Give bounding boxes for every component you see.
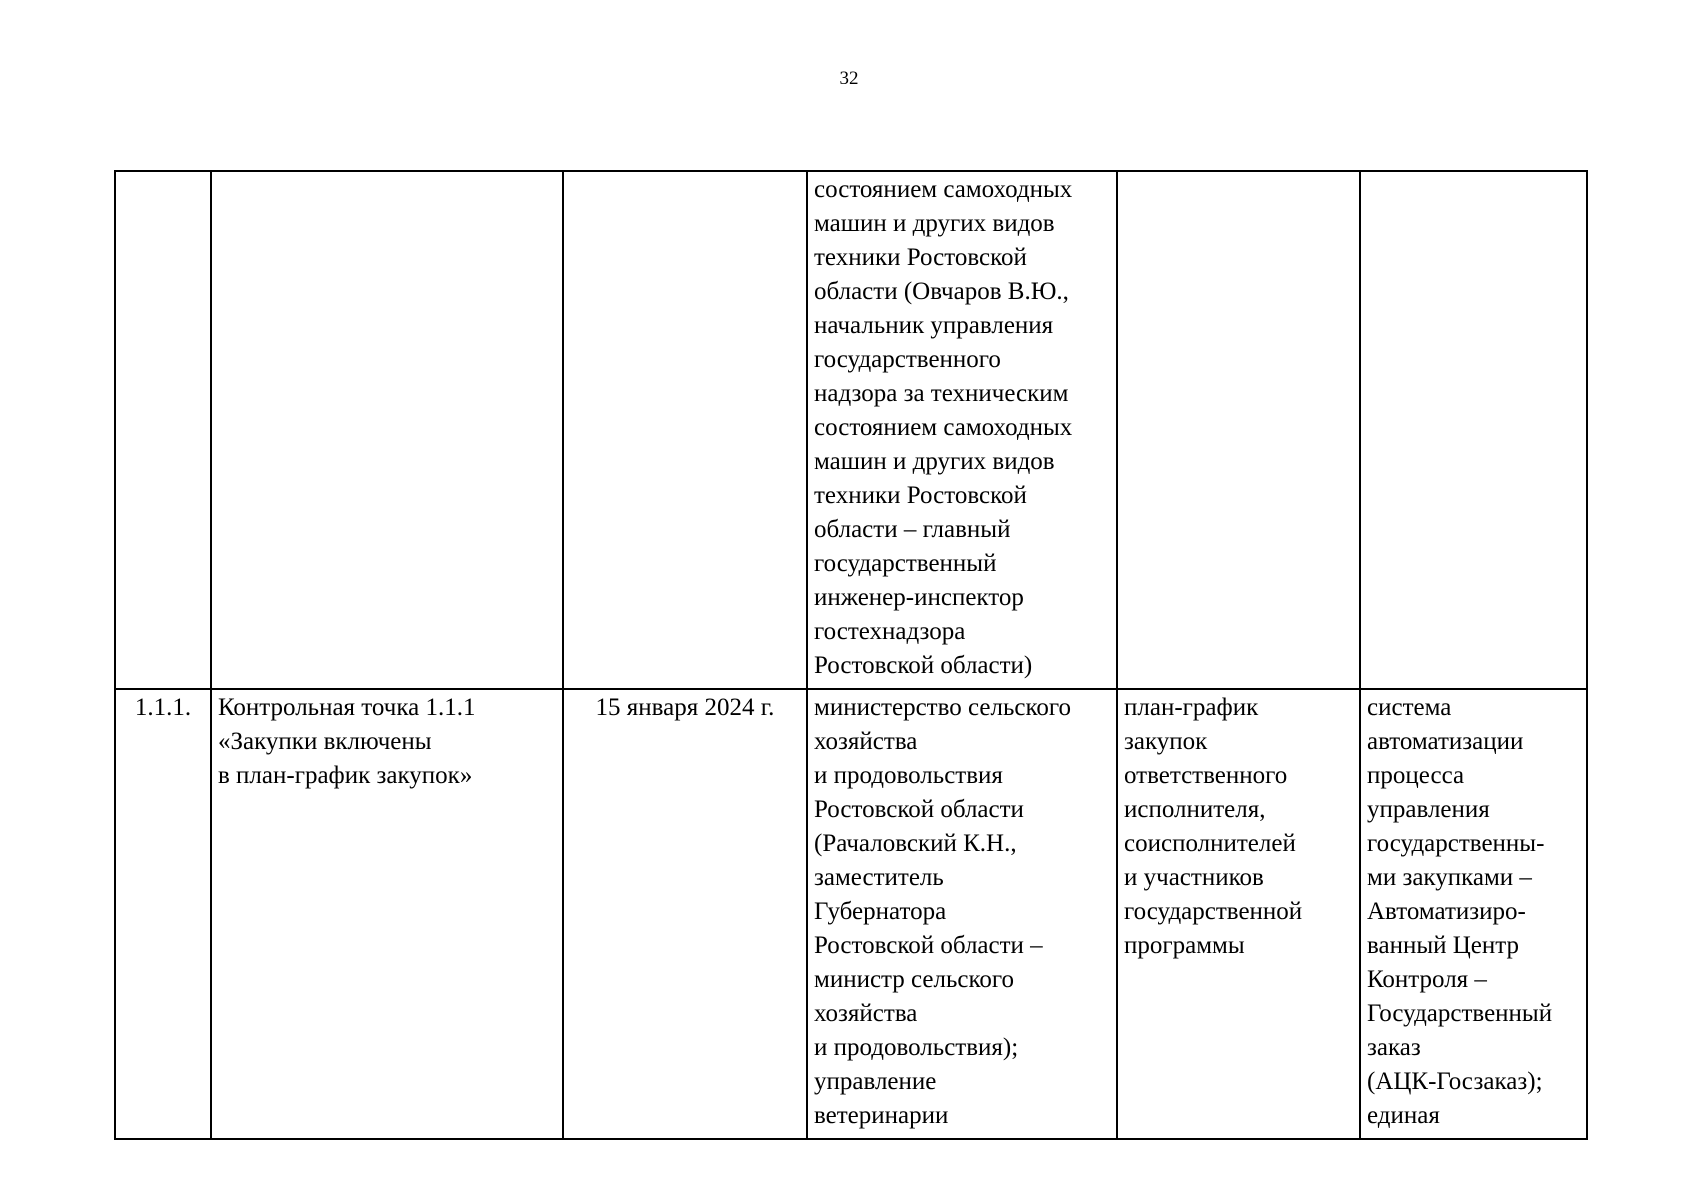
cell-text-line: «Закупки включены <box>218 728 432 755</box>
cell-text-line: (Рачаловский К.Н., <box>814 830 1017 857</box>
cell-text-line: (АЦК-Госзаказ); <box>1367 1068 1543 1095</box>
cell-text-line: ветеринарии <box>814 1102 949 1129</box>
cell-text-line: Автоматизиро- <box>1367 898 1526 925</box>
cell-text-line: ответственного <box>1124 762 1288 789</box>
cell-text-line: Контрольная точка 1.1.1 <box>218 694 476 721</box>
cell-text-line: Ростовской области) <box>814 652 1033 679</box>
cell-text-line: начальник управления <box>814 312 1054 339</box>
plan-table <box>114 170 1588 1140</box>
cell-title <box>211 689 563 1139</box>
cell-text-line: надзора за техническим <box>814 380 1069 407</box>
cell-text-line: управление <box>814 1068 937 1095</box>
page-number: 32 <box>839 68 859 89</box>
cell-system <box>1360 171 1587 689</box>
cell-text-line: Ростовской области – <box>814 932 1043 959</box>
cell-date: 15 января 2024 г. <box>563 689 807 1139</box>
cell-document <box>1117 171 1360 689</box>
cell-text-line: процесса <box>1367 762 1465 789</box>
cell-text-line: исполнителя, <box>1124 796 1266 823</box>
cell-text-line: государственный <box>814 550 997 577</box>
cell-text-line: машин и других видов <box>814 448 1055 475</box>
cell-text-line: техники Ростовской <box>814 482 1027 509</box>
cell-text-line: программы <box>1124 932 1245 959</box>
cell-text-line: закупок <box>1124 728 1208 755</box>
cell-text-line: государственной <box>1124 898 1303 925</box>
cell-text-line: план-график <box>1124 694 1259 721</box>
table-row <box>115 171 1587 689</box>
cell-text-line: Губернатора <box>814 898 947 925</box>
cell-text-line: Контроля – <box>1367 966 1487 993</box>
cell-text-line: заказ <box>1367 1034 1421 1061</box>
cell-text-line: состоянием самоходных <box>814 414 1073 441</box>
cell-text-line: система <box>1367 694 1452 721</box>
cell-text-line: автоматизации <box>1367 728 1524 755</box>
cell-system <box>1360 689 1587 1139</box>
cell-text-line: и участников <box>1124 864 1264 891</box>
cell-text-line: состоянием самоходных <box>814 176 1073 203</box>
cell-text-line: в план-график закупок» <box>218 762 473 789</box>
cell-text-line: министерство сельского <box>814 694 1071 721</box>
cell-text-line: гостехнадзора <box>814 618 966 645</box>
cell-text-line: заместитель <box>814 864 944 891</box>
cell-text-line: области (Овчаров В.Ю., <box>814 278 1069 305</box>
cell-text-line: и продовольствия); <box>814 1034 1019 1061</box>
cell-text-line: хозяйства <box>814 1000 918 1027</box>
cell-number <box>115 171 211 689</box>
cell-text-line: государственного <box>814 346 1001 373</box>
cell-text-line: единая <box>1367 1102 1440 1129</box>
cell-number: 1.1.1. <box>115 689 211 1139</box>
cell-text-line: управления <box>1367 796 1490 823</box>
cell-text-line: области – главный <box>814 516 1011 543</box>
cell-responsible <box>807 689 1117 1139</box>
cell-text-line: Государственный <box>1367 1000 1553 1027</box>
cell-text-line: ванный Центр <box>1367 932 1520 959</box>
cell-text-line: ми закупками – <box>1367 864 1532 891</box>
cell-text-line: Ростовской области <box>814 796 1024 823</box>
cell-text-line: машин и других видов <box>814 210 1055 237</box>
cell-date <box>563 171 807 689</box>
cell-title <box>211 171 563 689</box>
cell-text-line: хозяйства <box>814 728 918 755</box>
cell-text-line: и продовольствия <box>814 762 1003 789</box>
cell-text-line: инженер-инспектор <box>814 584 1024 611</box>
cell-text-line: министр сельского <box>814 966 1015 993</box>
cell-text-line: государственны- <box>1367 830 1545 857</box>
cell-responsible <box>807 171 1117 689</box>
cell-text-line: соисполнителей <box>1124 830 1296 857</box>
cell-text-line: техники Ростовской <box>814 244 1027 271</box>
cell-document <box>1117 689 1360 1139</box>
table-row <box>115 689 1587 1139</box>
